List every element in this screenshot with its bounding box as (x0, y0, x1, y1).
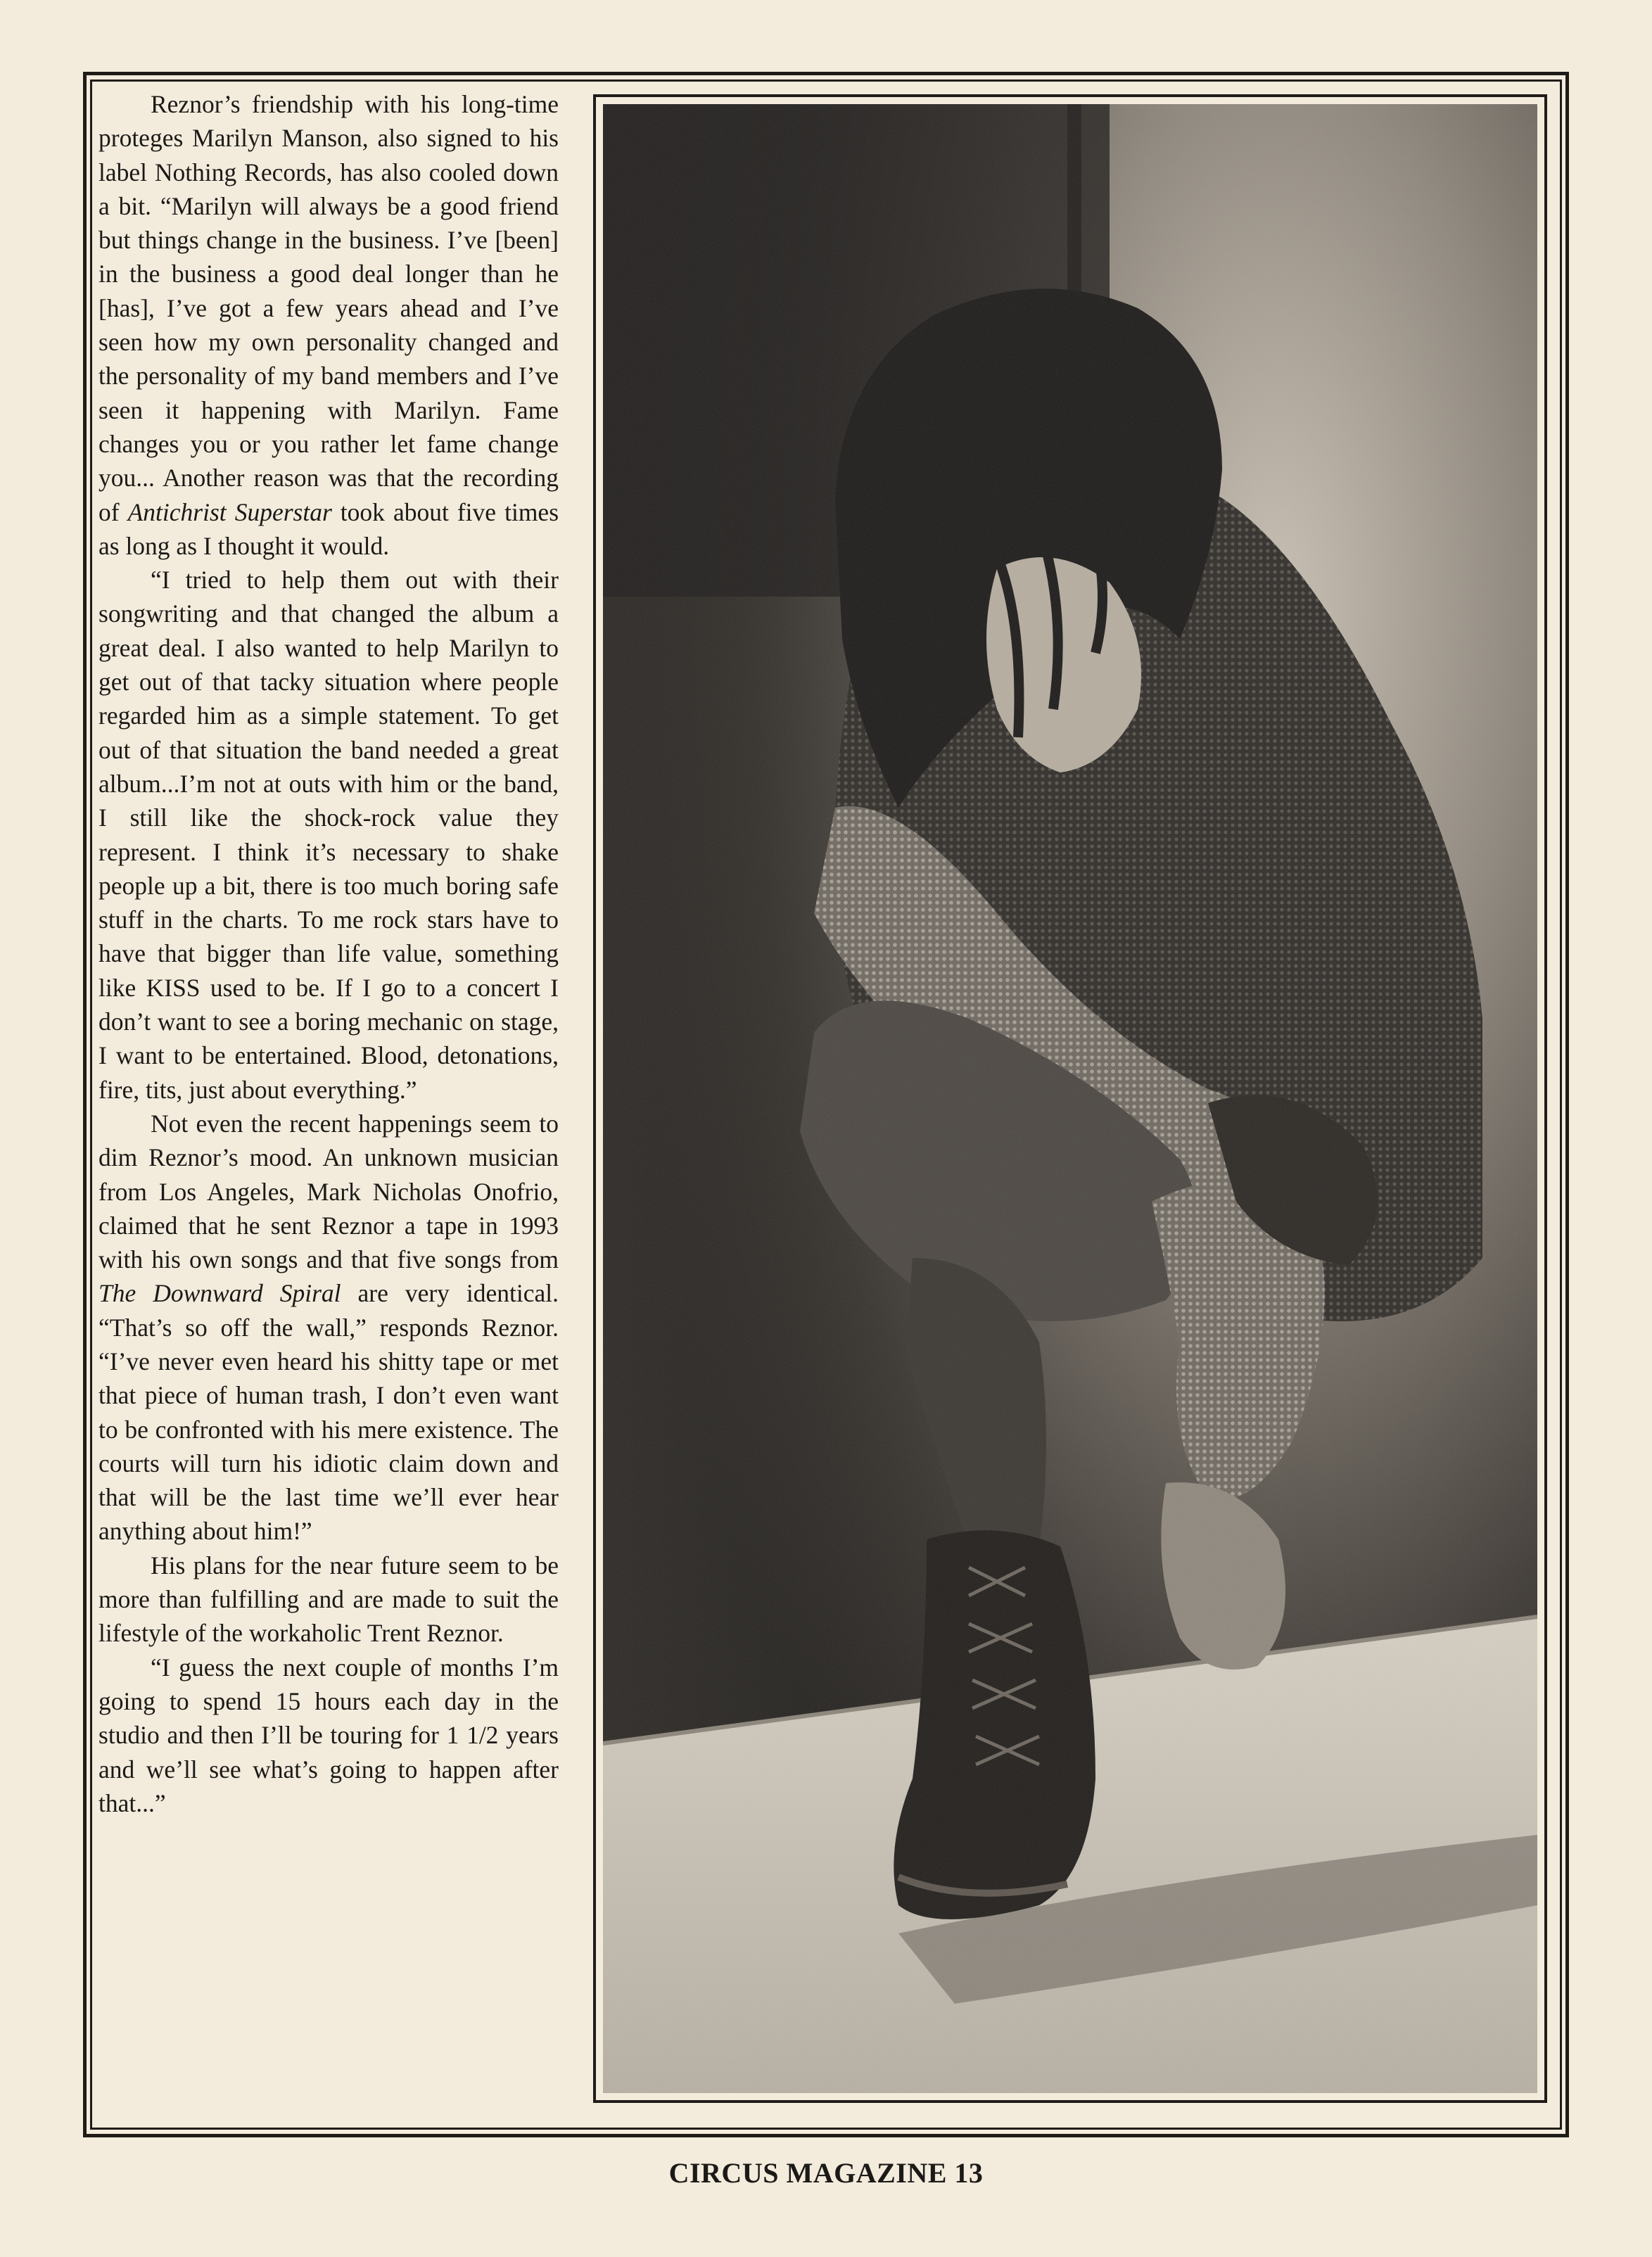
paragraph-text: His plans for the near future seem to be more than fulfilling and are made to suit the lifestyle of the workaholic Trent Reznor. (99, 1551, 559, 1648)
italic-title: Antichrist Superstar (127, 497, 332, 526)
paragraph-text: are very identical. “That’s so off the wall,” responds Reznor. “I’ve never even heard his shitty tape or met that piece of human trash, I don’t even want to be confronted with his mere existence. The courts will turn his idiotic claim down and that will be the last time we’ll ever hear anything about him!” (99, 1279, 559, 1546)
photo-frame (593, 94, 1547, 2103)
article-paragraph (99, 563, 559, 1107)
article-paragraph (99, 1549, 559, 1651)
article-paragraph (99, 1651, 559, 1820)
paragraph-text: Reznor’s friendship with his long-time proteges Marilyn Manson, also signed to his label Nothing Records, has also cooled down a bit. “Marilyn will always be a good friend but things change in the business. I’ve [been] in the business a good deal longer than he [has], I’ve got a few years ahead and I’ve seen how my own personality changed and the personality of my band members and I’ve seen it happening with Marilyn. Fame changes you or you rather let fame change you... Another reason was that the recording of (99, 90, 559, 526)
paragraph-text: “I guess the next couple of months I’m going to spend 15 hours each day in the studio and then I’ll be touring for 1 1/2 years and we’ll see what’s going to happen after that...” (99, 1653, 559, 1817)
article-text-column (99, 87, 559, 2078)
article-paragraph (99, 87, 559, 563)
paragraph-text: “I tried to help them out with their songwriting and that changed the album a great deal. I also wanted to help Marilyn to get out of that tacky situation where people regarded him as a simple statement. To get out of that situation the band needed a great album...I’m not at outs with him or the band, I still like the shock-rock value they represent. I think it’s necessary to shake people up a bit, there is too much boring safe stuff in the charts. To me rock stars have to have that bigger than life value, something like KISS used to be. If I go to a concert I don’t want to see a boring mechanic on stage, I want to be entertained. Blood, detonations, fire, tits, just about everything.” (99, 566, 559, 1104)
paragraph-text: took about five times as long as I thought it would. (99, 497, 559, 560)
paragraph-text: Not even the recent happenings seem to dim Reznor’s mood. An unknown musician from Los Angeles, Mark Nicholas Onofrio, claimed that he sent Reznor a tape in 1993 with his own songs and that five songs from (99, 1109, 559, 1274)
page-footer: CIRCUS MAGAZINE 13 (668, 2157, 984, 2189)
crouching-person-photo (603, 104, 1537, 2093)
italic-title: The Downward Spiral (99, 1279, 341, 1308)
article-paragraph (99, 1107, 559, 1549)
